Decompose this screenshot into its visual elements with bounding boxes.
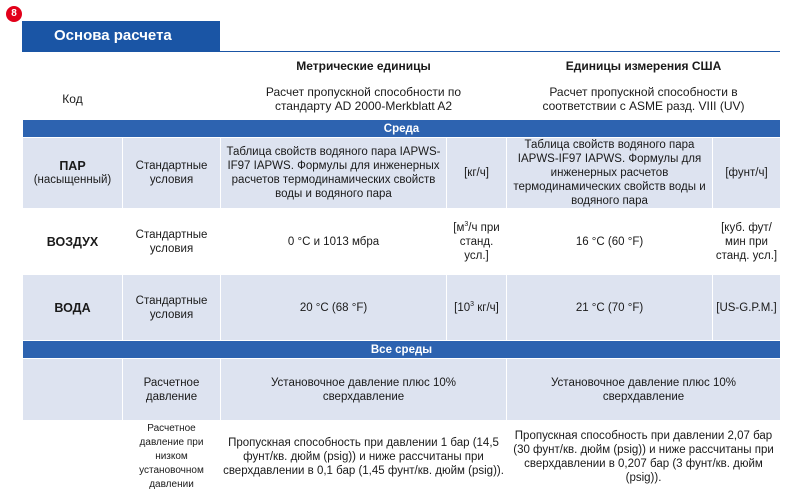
code-label: Код [23,79,123,120]
low-pressure-metric: Пропускная способность при давлении 1 бар (14,5 фунт/кв. дюйм (psig)) и ниже рассчитаны при сверхдавлении в 0,1 бар (1,45 фунт/кв. дюйм (psig)). [221,421,507,493]
water-us-value: 21 °C (70 °F) [507,275,713,341]
steam-name: ПАР [59,159,86,173]
water-metric-value: 20 °C (68 °F) [221,275,447,341]
low-pressure-empty [23,421,123,493]
air-metric-value: 0 °C и 1013 мбра [221,209,447,275]
low-pressure-row [23,421,781,493]
code-row [23,79,781,120]
design-pressure-label: Расчетное давление [123,359,221,421]
water-metric-unit-post: кг/ч] [474,301,499,314]
water-row [23,275,781,341]
steam-us-value: Таблица свойств водяного пара IAPWS-IF97 IAPWS. Формулы для инженерных расчетов термодинамических свойств воды и водяного пара [507,138,713,209]
design-pressure-metric: Установочное давление плюс 10% сверхдавление [221,359,507,421]
code-metric: Расчет пропускной способности по стандарту AD 2000-Merkblatt A2 [221,79,507,120]
all-media-section-row [23,341,781,359]
water-metric-unit [447,275,507,341]
all-media-section-label: Все среды [23,341,781,359]
header-empty-cell [23,53,123,79]
section-title: Основа расчета [22,21,220,51]
column-header-row [23,53,781,79]
water-metric-unit-pre: [10 [454,301,471,314]
header-metric: Метрические единицы [221,53,507,79]
air-us-value: 16 °C (60 °F) [507,209,713,275]
steam-conditions: Стандартные условия [123,138,221,209]
design-pressure-empty [23,359,123,421]
media-section-label: Среда [23,120,781,138]
design-pressure-row [23,359,781,421]
page-number-badge: 8 [6,6,22,22]
low-pressure-us: Пропускная способность при давлении 2,07 бар (30 фунт/кв. дюйм (psig)) и ниже рассчитаны при сверхдавлении в 0,207 бар (3 фунт/кв. дюйм (psig)). [507,421,781,493]
air-metric-unit [447,209,507,275]
water-name: ВОДА [23,275,123,341]
basis-table [22,52,781,493]
air-metric-unit-sup: 3 [464,220,469,228]
air-conditions: Стандартные условия [123,209,221,275]
air-row [23,209,781,275]
steam-row [23,138,781,209]
water-us-unit: [US-G.P.M.] [713,275,781,341]
air-us-unit: [куб. фут/мин при станд. усл.] [713,209,781,275]
header-us: Единицы измерения США [507,53,781,79]
code-us: Расчет пропускной способности в соответствии с ASME разд. VIII (UV) [507,79,781,120]
water-conditions: Стандартные условия [123,275,221,341]
air-name: ВОЗДУХ [23,209,123,275]
air-metric-unit-pre: [м [453,221,465,234]
steam-name-cell [23,138,123,209]
code-empty [123,79,221,120]
water-metric-unit-sup: 3 [470,300,475,308]
steam-sub: (насыщенный) [33,174,112,186]
design-pressure-us: Установочное давление плюс 10% сверхдавление [507,359,781,421]
media-section-row [23,120,781,138]
air-metric-unit-post: /ч при станд. усл.] [459,221,500,262]
steam-us-unit: [фунт/ч] [713,138,781,209]
low-pressure-label: Расчетное давление при низком установочном давлении [123,421,221,493]
steam-metric-unit: [кг/ч] [447,138,507,209]
steam-metric-value: Таблица свойств водяного пара IAPWS-IF97 IAPWS. Формулы для инженерных расчетов термодинамических свойств воды и водяного пара [221,138,447,209]
header-empty-cell [123,53,221,79]
